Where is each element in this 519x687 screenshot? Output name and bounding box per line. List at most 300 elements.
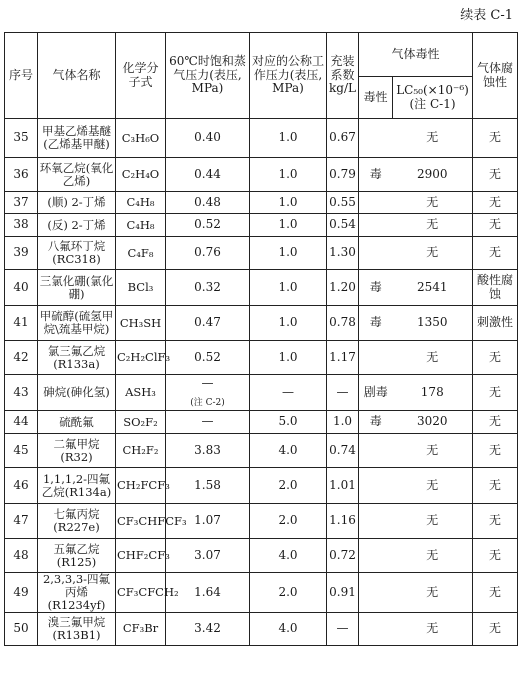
corrosivity-cell [473,612,518,645]
saturation-pressure: 1.07 [194,513,221,528]
row-number: 49 [13,584,29,599]
toxicity-cell [359,468,393,504]
nominal-pressure-cell [250,119,327,158]
nominal-pressure: 1.0 [278,349,298,364]
gas-name: 砷烷(砷化氢) [43,385,110,400]
header-toxicity: 毒性 [359,77,393,119]
fill-factor: 1.0 [332,414,353,429]
saturation-pressure: 0.52 [194,349,221,364]
header-no: 序号 [5,33,38,119]
row-number-cell [5,306,38,341]
nominal-pressure-cell [250,270,327,306]
nominal-pressure: 4.0 [278,442,298,457]
gas-name: 五氟乙烷(R125) [53,541,100,569]
saturation-pressure-cell [166,270,250,306]
toxicity-cell [359,214,393,237]
row-number: 44 [13,414,29,429]
chemical-formula-cell [116,214,166,237]
row-number: 42 [13,349,29,364]
table-row [5,468,518,504]
toxicity-cell [359,612,393,645]
table-row [5,375,518,411]
chemical-formula: C₄H₈ [126,217,155,232]
table-row [5,237,518,270]
lc50-value-cell [393,119,473,158]
row-number-cell [5,270,38,306]
toxicity-cell [359,539,393,573]
row-number-cell [5,237,38,270]
gas-name-cell [38,158,116,192]
chemical-formula-cell [116,612,166,645]
saturation-pressure: 1.64 [194,584,221,599]
lc50-value-cell [393,270,473,306]
fill-factor: 0.91 [329,584,356,599]
corrosivity: 无 [489,130,502,145]
nominal-pressure: 1.0 [278,166,298,181]
row-number: 36 [13,166,29,181]
corrosivity: 无 [489,547,502,562]
saturation-pressure: 0.52 [194,217,221,232]
corrosivity-cell [473,375,518,411]
saturation-pressure-cell [166,192,250,214]
lc50-value: 无 [426,194,439,209]
corrosivity-cell [473,214,518,237]
row-number: 43 [13,384,29,399]
corrosivity: 无 [489,217,502,232]
chemical-formula-cell [116,158,166,192]
gas-name-cell [38,119,116,158]
toxicity-cell [359,341,393,375]
toxicity-cell [359,192,393,214]
row-number: 39 [13,245,29,260]
nominal-pressure-cell [250,214,327,237]
gas-name-cell [38,468,116,504]
header-toxicity-group: 气体毒性 [359,33,473,77]
table-row [5,411,518,434]
corrosivity: 无 [489,513,502,528]
saturation-pressure-cell [166,306,250,341]
corrosivity: 无 [489,245,502,260]
nominal-pressure: 2.0 [278,513,298,528]
chemical-formula-cell [116,539,170,573]
chemical-formula-cell [116,411,166,434]
corrosivity: 无 [489,414,502,429]
saturation-pressure-cell [166,411,250,434]
nominal-pressure-cell [250,434,327,468]
saturation-pressure: 0.40 [194,130,221,145]
header-name: 气体名称 [38,33,116,119]
nominal-pressure: 1.0 [278,130,298,145]
saturation-pressure: 1.58 [194,477,221,492]
toxicity-cell [359,504,393,539]
table-row [5,214,518,237]
chemical-formula: CH₂F₂ [122,443,159,458]
lc50-value-cell [393,504,473,539]
fill-factor: 0.79 [329,166,356,181]
toxicity-cell [359,270,393,306]
chemical-formula: C₂H₄O [121,167,160,182]
lc50-value-cell [393,341,473,375]
corrosivity-cell [473,192,518,214]
lc50-value-cell [393,411,473,434]
saturation-pressure-cell [166,434,250,468]
saturation-pressure-cell [166,539,250,573]
chemical-formula-cell [116,468,170,504]
chemical-formula: C₃H₆O [121,130,160,145]
gas-name: 八氟环丁烷(RC318) [47,239,106,266]
corrosivity-cell [473,158,518,192]
corrosivity-cell [473,237,518,270]
row-number: 41 [13,315,29,330]
row-number-cell [5,119,38,158]
row-number: 47 [13,513,29,528]
nominal-pressure-cell [250,237,327,270]
row-number-cell [5,158,38,192]
corrosivity-cell [473,504,518,539]
gas-name: 七氟丙烷(R227e) [53,507,100,534]
gas-name-cell [38,434,116,468]
gas-name: 溴三氟甲烷(R13B1) [47,614,106,642]
table-row [5,539,518,573]
nominal-pressure: 1.0 [278,245,298,260]
corrosivity-cell [473,306,518,341]
fill-factor-cell [327,434,359,468]
header-fill-factor: 充装系数kg/L [327,33,359,119]
corrosivity-cell [473,468,518,504]
fill-factor: 0.72 [329,547,356,562]
gas-name-cell [38,341,116,375]
lc50-value-cell [393,539,473,573]
corrosivity: 无 [489,442,502,457]
saturation-pressure: 0.48 [194,194,221,209]
lc50-value-cell [393,468,473,504]
row-number-cell [5,214,38,237]
fill-factor-cell [327,411,359,434]
fill-factor: 0.67 [329,130,356,145]
fill-factor: 0.74 [329,442,356,457]
saturation-pressure: — [201,414,214,429]
lc50-value-cell [393,434,473,468]
fill-factor: — [336,620,349,635]
saturation-pressure: 3.42 [194,620,221,635]
toxicity-cell [359,573,393,613]
chemical-formula-cell [116,434,166,468]
corrosivity-cell [473,573,518,613]
chemical-formula: C₄F₈ [127,245,154,260]
nominal-pressure-cell [250,375,327,411]
continued-label: 续表 C-1 [460,8,513,23]
lc50-value-cell [393,158,473,192]
row-number-cell [5,468,38,504]
lc50-value: 无 [426,513,439,528]
corrosivity: 无 [489,166,502,181]
gas-name-cell [38,306,116,341]
fill-factor-cell [327,192,359,214]
toxicity-cell [359,375,393,411]
gas-name-cell [38,411,116,434]
lc50-value: 无 [426,217,439,232]
saturation-pressure: 0.47 [194,315,221,330]
lc50-value-cell [393,306,473,341]
toxicity-cell [359,237,393,270]
toxicity: 毒 [369,414,382,429]
row-number-cell [5,504,38,539]
corrosivity: 酸性腐蚀 [477,273,514,301]
table-row [5,341,518,375]
nominal-pressure: 4.0 [278,547,298,562]
gas-name: 硫酰氟 [59,414,94,429]
table-row [5,306,518,341]
saturation-pressure-cell [166,612,250,645]
table-row [5,119,518,158]
row-number: 50 [13,620,29,635]
saturation-pressure-cell [166,237,250,270]
chemical-formula-cell [116,375,166,411]
corrosivity: 无 [489,584,502,599]
toxicity: 毒 [369,166,382,181]
chemical-formula-cell [116,341,171,375]
chemical-formula: CH₂FCF₃ [117,478,170,493]
lc50-value: 无 [426,584,439,599]
chemical-formula: C₂H₂ClF₃ [117,350,171,365]
saturation-pressure-cell [166,341,250,375]
nominal-pressure: 5.0 [278,414,298,429]
saturation-pressure: 3.83 [194,442,221,457]
gas-name: 甲基乙烯基醚(乙烯基甲醚) [42,124,111,151]
lc50-value: 无 [426,245,439,260]
toxicity: 毒 [369,279,382,294]
fill-factor: 1.20 [329,279,356,294]
gas-name: 三氯化硼(氯化硼) [39,273,114,301]
note-c2: (注 C-2) [190,398,225,409]
fill-factor: 0.54 [329,217,356,232]
chemical-formula: CHF₂CF₃ [117,548,170,563]
row-number-cell [5,341,38,375]
header-corrosivity: 气体腐蚀性 [473,33,518,119]
fill-factor-cell [327,306,359,341]
lc50-value-cell [393,192,473,214]
gas-name-cell [38,504,116,539]
nominal-pressure-cell [250,306,327,341]
saturation-pressure: 3.07 [194,547,221,562]
lc50-value: 无 [426,130,439,145]
gas-name: 甲硫醇(硫氢甲烷\巯基甲烷) [39,309,114,336]
chemical-formula-cell [116,270,166,306]
saturation-pressure-cell [166,119,250,158]
table-row [5,434,518,468]
lc50-value: 无 [426,477,439,492]
table-row [5,573,518,613]
fill-factor-cell [327,468,359,504]
chemical-formula: CF₃Br [122,621,159,636]
chemical-formula-cell [116,192,166,214]
corrosivity-cell [473,341,518,375]
chemical-formula: SO₂F₂ [123,414,158,429]
row-number-cell [5,434,38,468]
fill-factor-cell [327,539,359,573]
saturation-pressure: 0.44 [194,166,221,181]
nominal-pressure-cell [250,192,327,214]
toxicity: 剧毒 [363,384,388,399]
saturation-pressure: — [201,375,214,390]
nominal-pressure: 1.0 [278,315,298,330]
gas-name-cell [38,214,116,237]
row-number-cell [5,612,38,645]
fill-factor-cell [327,119,359,158]
nominal-pressure: — [282,384,294,399]
row-number: 40 [13,279,29,294]
lc50-value-cell [393,375,473,411]
chemical-formula: CH₃SH [119,315,162,330]
lc50-value-cell [393,214,473,237]
gas-name-cell [38,270,116,306]
lc50-value-cell [393,612,473,645]
fill-factor: 1.30 [329,245,356,260]
gas-name-cell [38,539,116,573]
gas-name-cell [38,612,116,645]
corrosivity-cell [473,539,518,573]
row-number-cell [5,375,38,411]
nominal-pressure-cell [250,612,327,645]
chemical-formula-cell [116,237,166,270]
gas-name: 2,3,3,3-四氟丙烯(R1234yf) [42,572,111,612]
nominal-pressure-cell [250,468,327,504]
chemical-formula: CF₃CHFCF₃ [117,513,187,528]
lc50-value: 无 [426,620,439,635]
lc50-value: 178 [420,384,444,399]
row-number: 45 [13,442,29,457]
chemical-formula-cell [116,504,187,539]
nominal-pressure: 1.0 [278,194,298,209]
saturation-pressure: 0.76 [194,245,221,260]
fill-factor: 1.16 [329,513,356,528]
fill-factor: 1.17 [329,349,356,364]
fill-factor-cell [327,612,359,645]
nominal-pressure: 4.0 [278,620,298,635]
gas-name-cell [38,192,116,214]
gas-name: (顺) 2-丁烯 [47,195,106,210]
lc50-value-cell [393,573,473,613]
toxicity-cell [359,306,393,341]
fill-factor: 0.78 [329,315,356,330]
gas-name-cell [38,237,116,270]
saturation-pressure-cell [166,375,250,411]
row-number: 35 [13,130,29,145]
gas-name: (反) 2-丁烯 [47,217,106,232]
fill-factor-cell [327,504,359,539]
saturation-pressure: 0.32 [194,279,221,294]
table-row [5,612,518,645]
chemical-formula: C₄H₈ [126,195,155,210]
fill-factor-cell [327,214,359,237]
chemical-formula-cell [116,119,166,158]
row-number-cell [5,539,38,573]
chemical-formula-cell [116,306,166,341]
row-number: 37 [13,194,29,209]
table-row [5,270,518,306]
fill-factor-cell [327,341,359,375]
lc50-value: 3020 [416,414,448,429]
lc50-value: 无 [426,442,439,457]
row-number-cell [5,411,38,434]
gas-name: 1,1,1,2-四氟乙烷(R134a) [41,471,112,499]
corrosivity-cell [473,270,518,306]
row-number-cell [5,192,38,214]
saturation-pressure-cell [166,468,250,504]
row-number: 46 [13,477,29,492]
corrosivity: 无 [489,620,502,635]
header-lc50: LC₅₀(×10⁻⁶)(注 C-1) [393,77,473,119]
lc50-value-cell [393,237,473,270]
lc50-value: 2541 [416,279,448,294]
nominal-pressure: 1.0 [278,217,298,232]
row-number-cell [5,573,38,613]
fill-factor-cell [327,270,359,306]
corrosivity-cell [473,119,518,158]
row-number: 48 [13,547,29,562]
gas-name: 二氟甲烷(R32) [53,436,100,464]
fill-factor: 1.01 [329,477,356,492]
nominal-pressure: 2.0 [278,584,298,599]
fill-factor-cell [327,375,359,411]
corrosivity: 无 [489,194,502,209]
fill-factor: 0.55 [329,194,356,209]
corrosivity: 无 [489,477,502,492]
nominal-pressure-cell [250,158,327,192]
gas-name-cell [38,573,116,613]
fill-factor-cell [327,237,359,270]
chemical-formula: ASH₃ [125,385,156,400]
fill-factor-cell [327,158,359,192]
corrosivity: 无 [489,349,502,364]
saturation-pressure-cell [166,158,250,192]
row-number: 38 [13,217,29,232]
nominal-pressure-cell [250,341,327,375]
fill-factor-cell [327,573,359,613]
header-formula: 化学分子式 [116,33,166,119]
corrosivity-cell [473,411,518,434]
chemical-formula: BCl₃ [127,280,154,295]
chemical-formula: CF₃CFCH₂ [117,584,179,599]
lc50-value: 2900 [416,166,448,181]
gas-properties-table [4,32,518,646]
nominal-pressure-cell [250,573,327,613]
lc50-value: 无 [426,349,439,364]
toxicity-cell [359,119,393,158]
table-row [5,504,518,539]
toxicity-cell [359,434,393,468]
toxicity-cell [359,411,393,434]
corrosivity-cell [473,434,518,468]
lc50-value: 无 [426,547,439,562]
saturation-pressure-cell [166,214,250,237]
table-row [5,192,518,214]
lc50-value: 1350 [416,315,448,330]
corrosivity: 刺激性 [477,315,514,330]
nominal-pressure: 2.0 [278,477,298,492]
toxicity-cell [359,158,393,192]
toxicity: 毒 [369,315,382,330]
chemical-formula-cell [116,573,179,613]
table-row [5,158,518,192]
fill-factor: — [336,384,349,399]
nominal-pressure-cell [250,504,327,539]
nominal-pressure-cell [250,411,327,434]
gas-name-cell [38,375,116,411]
nominal-pressure: 1.0 [278,279,298,294]
corrosivity: 无 [489,384,502,399]
nominal-pressure-cell [250,539,327,573]
